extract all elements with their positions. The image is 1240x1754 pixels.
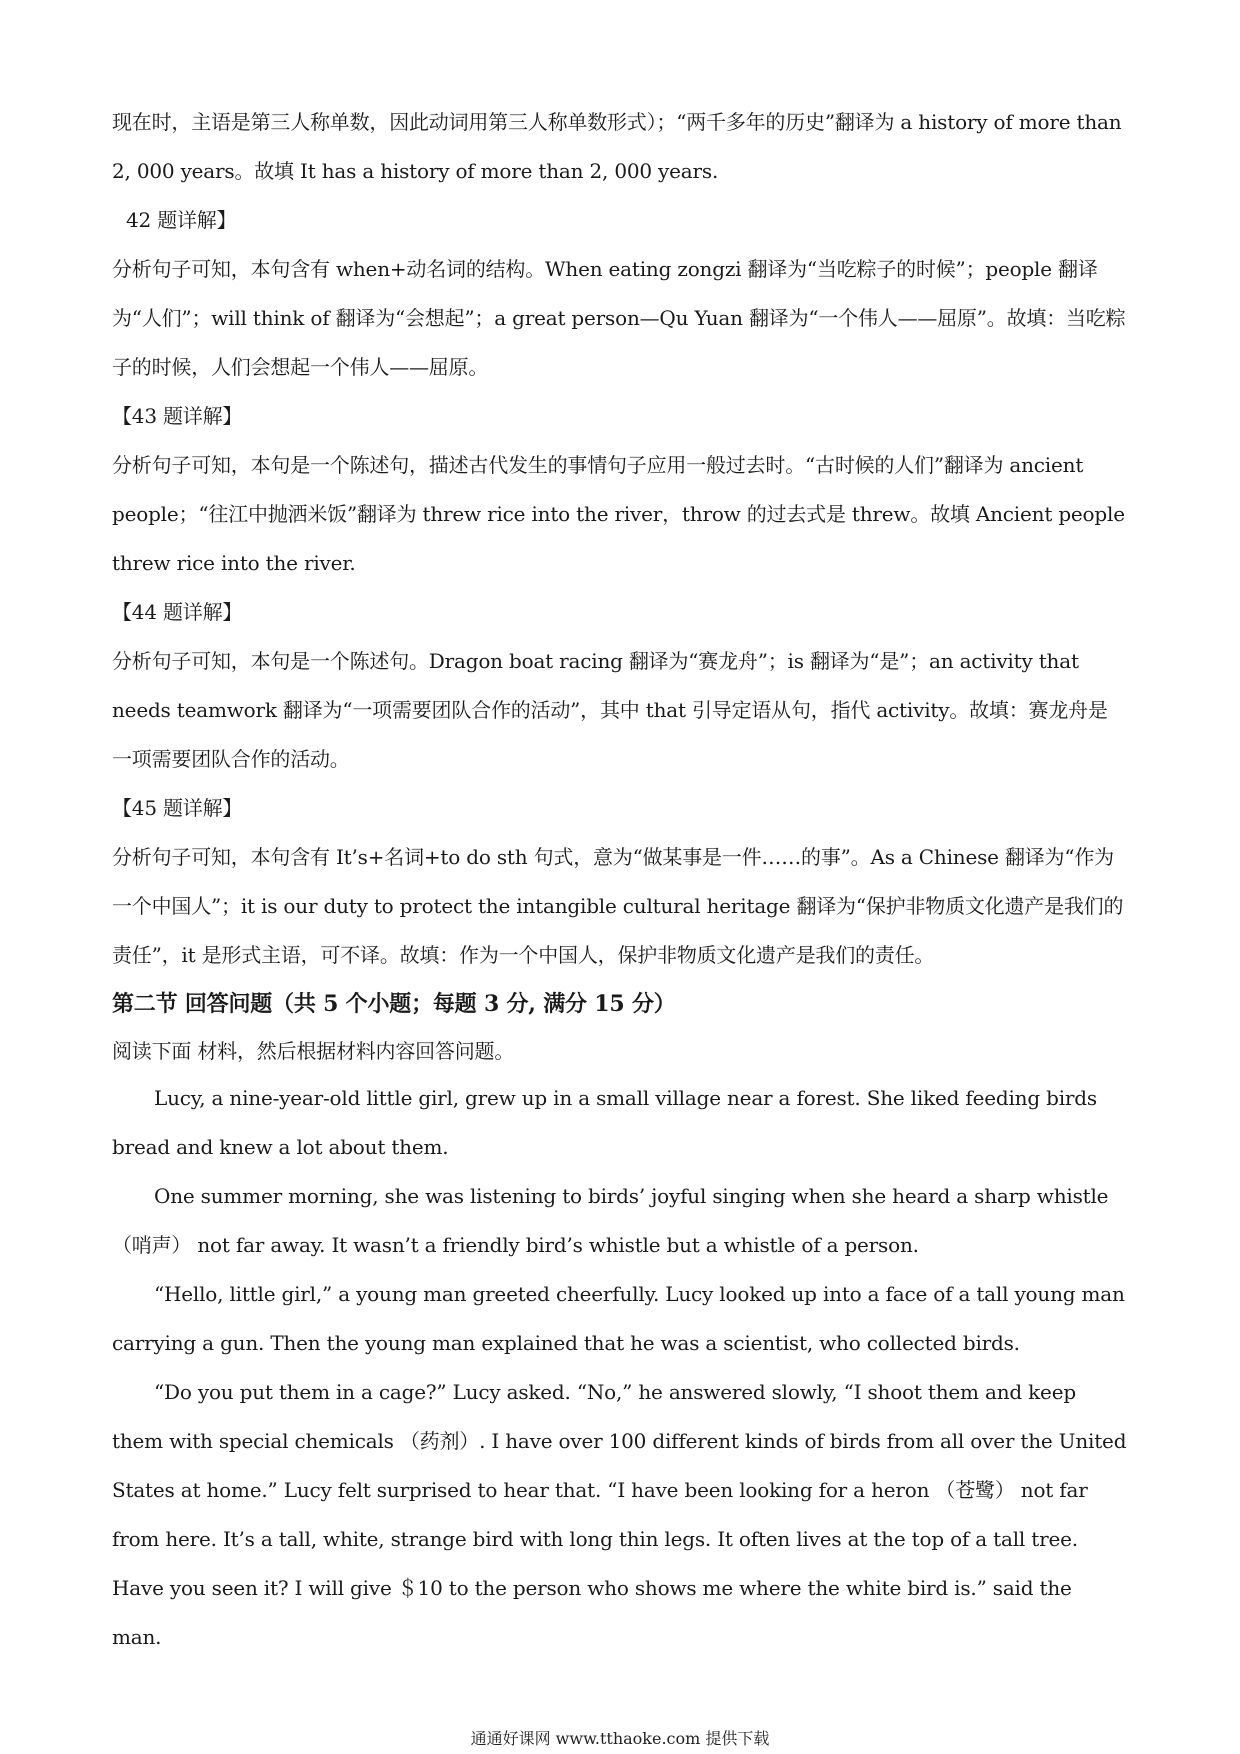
answer-41-continuation: 现在时，主语是第三人称单数，因此动词用第三人称单数形式）；“两千多年的历史”翻译为 a history of more than 2, 000 years。故填 It has a history of more than 2, 000 years. [112,110,1122,183]
passage-paragraph: “Hello, little girl,” a young man greeted cheerfully. Lucy looked up into a face of a tall young man carrying a gun. Then the young man explained that he was a scientist, who collected birds. [112,1282,1125,1355]
question-43-explanation: 分析句子可知，本句是一个陈述句，描述古代发生的事情句子应用一般过去时。“古时候的人们”翻译为 ancient people；“往江中抛洒米饭”翻译为 threw rice into the river，throw 的过去式是 threw。故填 Ancient people threw rice into the river. [112,453,1125,575]
question-42-explanation: 分析句子可知，本句含有 when+动名词的结构。When eating zongzi 翻译为“当吃粽子的时候”；people 翻译为“人们”；will think of 翻译为“会想起”；a great person—Qu Yuan 翻译为“一个伟人——屈原”。故填：当吃粽子的时候，人们会想起一个伟人——屈原。 [112,257,1126,379]
section-title: 第二节 回答问题（共 5 个小题；每题 3 分, 满分 15 分） [112,991,676,1017]
page-footer: 通通好课网 www.tthaoke.com 提供下载 [470,1729,770,1748]
question-44-heading: 【44 题详解】 [112,600,243,624]
section-instruction: 阅读下面 材料，然后根据材料内容回答问题。 [112,1039,515,1063]
question-45-explanation: 分析句子可知，本句含有 It’s+名词+to do sth 句式，意为“做某事是一件……的事”。As a Chinese 翻译为“作为一个中国人”；it is our duty to protect the intangible cultural heritage 翻译为“保护非物质文化遗产是我们的责任”，it 是形式主语，可不译。故填：作为一个中国人，保护非物质文化遗产是我们的责任。 [112,845,1124,967]
page-content [112,98,1127,1662]
reading-passage [112,1074,1127,1662]
passage-paragraph: One summer morning, she was listening to birds’ joyful singing when she heard a sharp whistle （哨声） not far away. It wasn’t a friendly bird’s whistle but a whistle of a person. [112,1184,1109,1257]
question-43-heading: 【43 题详解】 [112,404,243,428]
passage-paragraph: Lucy, a nine-year-old little girl, grew up in a small village near a forest. She liked feeding birds bread and knew a lot about them. [112,1086,1097,1159]
question-42-heading: 42 题详解】 [126,208,237,232]
question-45-heading: 【45 题详解】 [112,796,243,820]
passage-paragraph: “Do you put them in a cage?” Lucy asked. “No,” he answered slowly, “I shoot them and keep them with special chemicals （药剂）. I have over 100 different kinds of birds from all over the United States at home.” Lucy felt surprised to hear that. “I have been looking for a heron （苍鹭） not far from here. It’s a tall, white, strange bird with long thin legs. It often lives at the top of a tall tree. Have you seen it? I will give ＄10 to the person who shows me where the white bird is.” said the man. [112,1380,1127,1649]
question-44-explanation: 分析句子可知，本句是一个陈述句。Dragon boat racing 翻译为“赛龙舟”；is 翻译为“是”；an activity that needs teamwork 翻译为“一项需要团队合作的活动”，其中 that 引导定语从句，指代 activity。故填：赛龙舟是一项需要团队合作的活动。 [112,649,1108,771]
